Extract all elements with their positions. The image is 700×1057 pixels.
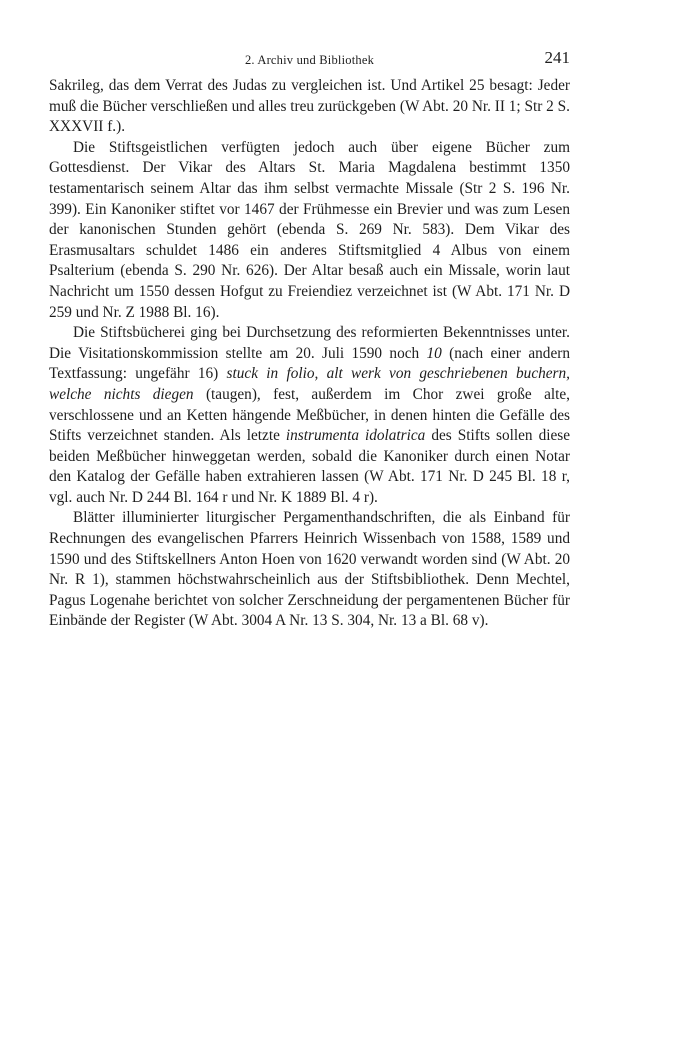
paragraph-4: Blätter illuminierter liturgischer Pergamenthandschriften, die als Einband für Rechnungen des evangelischen Pfarrers Heinrich Wissenbach von 1588, 1589 und 1590 und des Stiftskellners Anton Hoen von 1620 verwandt worden sind (W Abt. 20 Nr. R 1), stammen höchstwahrscheinlich aus der Stiftsbibliothek. Denn Mechtel, Pagus Logenahe berichtet von solcher Zerschneidung der pergamentenen Bücher für Einbände der Register (W Abt. 3004 A Nr. 13 S. 304, Nr. 13 a Bl. 68 v). bbox=[49, 509, 570, 630]
paragraph-3-italic-term: instrumenta idolatrica bbox=[285, 427, 426, 445]
paragraph-3-text-g: des Stifts sollen diese beiden Meßbücher hinweggetan werden, sobald die Kanoniker durch einen Notar den Katalog der Gefälle haben extrahieren lassen (W Abt. 171 Nr. D 245 Bl. 18 r, vgl. auch Nr. D 244 Bl. 164 r und Nr. K 1889 Bl. 4 r). bbox=[49, 427, 571, 506]
body-text bbox=[49, 76, 570, 632]
book-page bbox=[49, 48, 570, 632]
paragraph-3-italic-count: 10 bbox=[426, 344, 442, 362]
running-header bbox=[49, 48, 570, 70]
running-title: 2. Archiv und Bibliothek bbox=[244, 53, 375, 67]
paragraph-3 bbox=[49, 323, 570, 508]
paragraph-3-text-c: (nach einer andern Textfassung: ungefähr 16) bbox=[49, 344, 570, 383]
paragraph-3-text-e: (taugen), fest, außerdem im Chor zwei große alte, verschlossene und an Ketten hängende Meßbücher, in denen hinten die Gefälle des Stifts verzeichnet standen. Als letzte bbox=[49, 385, 570, 445]
paragraph-3-italic-quote: stuck in folio, alt werk von geschriebenen buchern, welche nichts diegen bbox=[49, 365, 570, 403]
page-number: 241 bbox=[544, 48, 570, 67]
paragraph-3-text-a: Die Stiftsbücherei ging bei Durchsetzung des reformierten Bekenntnisses unter. Die Visitationskommission stellte am 20. Juli 1590 noch bbox=[49, 324, 570, 362]
paragraph-2: Die Stiftsgeistlichen verfügten jedoch auch über eigene Bücher zum Gottesdienst. Der Vikar des Altars St. Maria Magdalena bestimmt 1350 testamentarisch seinem Altar das ihm selbst vermachte Missale (Str 2 S. 196 Nr. 399). Ein Kanoniker stiftet vor 1467 der Frühmesse ein Brevier und was zum Lesen der kanonischen Stunden gehört (ebenda S. 269 Nr. 583). Dem Vikar des Erasmusaltars schuldet 1486 ein anderes Stiftsmitglied 4 Albus von einem Psalterium (ebenda S. 290 Nr. 626). Der Altar besaß auch ein Missale, worin laut Nachricht um 1550 dessen Hofgut zu Freiendiez verzeichnet ist (W Abt. 171 Nr. D 259 und Nr. Z 1988 Bl. 16). bbox=[49, 138, 570, 321]
paragraph-1: Sakrileg, das dem Verrat des Judas zu vergleichen ist. Und Artikel 25 besagt: Jeder muß die Bücher verschließen und alles treu zurückgeben (W Abt. 20 Nr. II 1; Str 2 S. XXXVII f.). bbox=[49, 77, 570, 136]
